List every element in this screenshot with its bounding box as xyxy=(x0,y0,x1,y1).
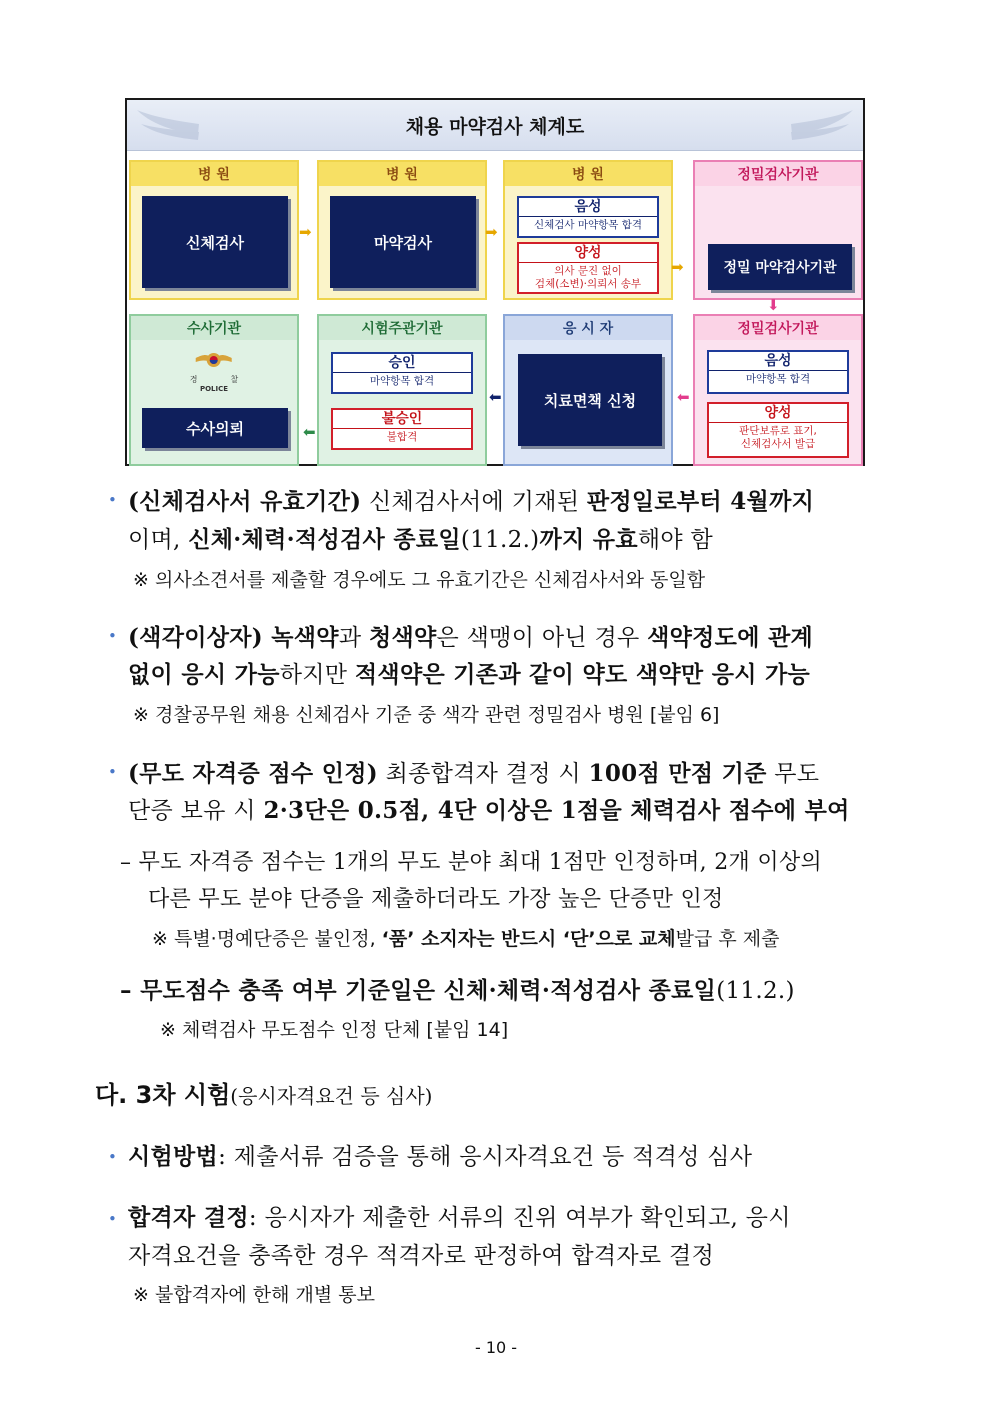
dash-item-line xyxy=(120,972,795,1005)
result-subtext: 신체검사 마약항목 합격 xyxy=(519,216,657,232)
column-header: 병 원 xyxy=(319,162,485,186)
negative-result-box xyxy=(517,196,659,238)
bullet-icon: • xyxy=(108,1148,118,1166)
bullet-icon: • xyxy=(108,763,118,781)
arrow-left-icon: ⬅ xyxy=(303,423,316,441)
bold-text: ‘품’ 소지자는 반드시 ‘단’으로 교체 xyxy=(381,928,676,950)
paragraph-line: 자격요건을 충족한 경우 적격자로 판정하여 합격자로 결정 xyxy=(128,1243,715,1269)
approval-box xyxy=(331,352,473,394)
note xyxy=(152,924,779,951)
text: ※ 특별·명예단증은 불인정, xyxy=(152,928,382,950)
result-title: 음성 xyxy=(574,199,602,215)
bold-text: 합격자 결정 xyxy=(128,1205,249,1231)
bold-text: 적색약은 기존과 같이 약도 색약만 응시 가능 xyxy=(354,661,811,688)
column-header: 정밀검사기관 xyxy=(695,316,861,340)
hospital-drug-test-column xyxy=(317,160,487,300)
disapproval-box xyxy=(331,408,473,450)
bold-text: (신체검사서 유효기간) xyxy=(128,488,362,515)
bold-text: 판정일로부터 4월까지 xyxy=(586,488,815,515)
text: 하지만 xyxy=(279,662,355,688)
bullet-icon: • xyxy=(108,627,118,645)
precision-lab-box: 정밀 마약검사기관 xyxy=(708,244,852,290)
result-title: 양성 xyxy=(764,405,792,421)
diagram-title: 채용 마약검사 체계도 xyxy=(127,100,863,151)
bold-text: 까지 유효 xyxy=(539,526,638,553)
page-number: - 10 - xyxy=(474,1338,518,1357)
arrow-down-icon: ⬇ xyxy=(767,296,780,314)
investigation-agency-column xyxy=(129,314,299,466)
negative-result-box xyxy=(707,350,849,394)
text: 과 xyxy=(338,625,369,651)
wing-emblem-left-icon xyxy=(133,104,203,144)
column-header: 수사기관 xyxy=(131,316,297,340)
note: ※ 의사소견서를 제출할 경우에도 그 유효기간은 신체검사서와 동일함 xyxy=(133,569,706,591)
dash-item-line: 다른 무도 분야 단증을 제출하더라도 가장 높은 단증만 인정 xyxy=(148,887,724,912)
physical-exam-box: 신체검사 xyxy=(142,196,288,288)
result-title: 승인 xyxy=(388,355,416,371)
paragraph-line xyxy=(128,1199,791,1232)
result-subtext: 마약항목 합격 xyxy=(333,372,471,388)
text: 해야 함 xyxy=(637,527,714,553)
text: (11.2.) xyxy=(460,527,540,553)
drug-test-box: 마약검사 xyxy=(330,196,476,288)
arrow-right-icon: ➡ xyxy=(671,258,684,276)
precision-lab-result-column xyxy=(693,314,863,466)
wing-emblem-right-icon xyxy=(787,104,857,144)
text: : 응시자가 제출한 서류의 진위 여부가 확인되고, 응시 xyxy=(248,1205,791,1231)
text: 단증 보유 시 xyxy=(128,798,264,824)
positive-result-box xyxy=(517,242,659,294)
emblem-char-right: 찰 xyxy=(230,375,239,384)
text: 무도 xyxy=(766,761,820,787)
police-badge-icon xyxy=(194,348,234,372)
result-subtext: 불합격 xyxy=(333,428,471,444)
text: 발급 후 제출 xyxy=(675,928,780,950)
column-header: 병 원 xyxy=(505,162,671,186)
column-header: 응 시 자 xyxy=(505,316,671,340)
result-subtext: 의사 문진 없이 xyxy=(519,262,657,278)
column-header: 정밀검사기관 xyxy=(695,162,861,186)
text: 이며, xyxy=(128,527,189,553)
exam-authority-column xyxy=(317,314,487,466)
bullet-icon: • xyxy=(108,1210,118,1228)
note: ※ 체력검사 무도점수 인정 단체 [붙임 14] xyxy=(160,1019,509,1041)
result-title: 양성 xyxy=(574,245,602,261)
paragraph-line xyxy=(128,755,819,788)
result-subtext: 신체검사서 발급 xyxy=(740,438,816,450)
text: 신체검사서에 기재된 xyxy=(361,489,587,515)
investigation-request-box: 수사의뢰 xyxy=(142,408,288,448)
bold-text: 시험방법 xyxy=(128,1144,219,1170)
note: ※ 경찰공무원 채용 신체검사 기준 중 색각 관련 정밀검사 병원 [붙임 6] xyxy=(133,704,720,726)
arrow-left-icon: ⬅ xyxy=(489,388,502,406)
result-subtext: 판단보류로 표기, xyxy=(709,422,847,438)
bold-text: 신체·체력·적성검사 종료일 xyxy=(188,526,461,553)
emblem-char-left: 경 xyxy=(189,375,198,384)
drug-test-flow-diagram xyxy=(125,98,865,466)
bullet-icon: • xyxy=(108,491,118,509)
text: (11.2.) xyxy=(716,978,795,1004)
section-subtitle: (응시자격요건 등 심사) xyxy=(230,1084,433,1108)
hospital-result-column xyxy=(503,160,673,300)
paragraph-line xyxy=(128,1138,752,1171)
bold-text: 색약정도에 관계 xyxy=(647,624,814,651)
arrow-right-icon: ➡ xyxy=(485,223,498,241)
bold-text: 100점 만점 기준 xyxy=(588,760,767,787)
text: : 제출서류 검증을 통해 응시자격요건 등 적격성 심사 xyxy=(218,1144,753,1170)
precision-lab-column xyxy=(693,160,863,300)
result-title: 음성 xyxy=(764,353,792,369)
result-subtext: 마약항목 합격 xyxy=(709,370,847,386)
police-emblem xyxy=(190,348,239,393)
text: 은 색맹이 아닌 경우 xyxy=(436,625,648,651)
positive-result-box xyxy=(707,402,849,458)
paragraph-line xyxy=(128,483,814,516)
dash-item-line: – 무도 자격증 점수는 1개의 무도 분야 최대 1점만 인정하며, 2개 이상의 xyxy=(120,850,823,875)
bold-text: (색각이상자) 녹색약 xyxy=(128,624,339,651)
text: 최종합격자 결정 시 xyxy=(377,761,589,787)
arrow-left-icon: ⬅ xyxy=(677,388,690,406)
arrow-right-icon: ➡ xyxy=(299,223,312,241)
note: ※ 불합격자에 한해 개별 통보 xyxy=(133,1284,375,1306)
paragraph-line xyxy=(128,792,850,825)
section-title: 다. 3차 시험 xyxy=(95,1081,231,1109)
emblem-text: POLICE xyxy=(199,385,229,393)
paragraph-line xyxy=(128,656,810,689)
bold-text: 2·3단은 0.5점, 4단 이상은 1점을 체력검사 점수에 부여 xyxy=(263,797,850,824)
bold-text: (무도 자격증 점수 인정) xyxy=(128,760,378,787)
applicant-column xyxy=(503,314,673,466)
result-subtext: 검체(소변)·의뢰서 송부 xyxy=(534,278,642,290)
bold-text: 청색약 xyxy=(368,624,437,651)
column-header: 시험주관기관 xyxy=(319,316,485,340)
bold-text: 없이 응시 가능 xyxy=(128,661,280,688)
column-header: 병 원 xyxy=(131,162,297,186)
paragraph-line xyxy=(128,521,713,554)
paragraph-line xyxy=(128,619,813,652)
result-title: 불승인 xyxy=(381,411,423,427)
section-heading xyxy=(95,1075,432,1110)
treatment-exemption-box: 치료면책 신청 xyxy=(518,354,662,446)
hospital-physical-exam-column xyxy=(129,160,299,300)
bold-text: – 무도점수 충족 여부 기준일은 신체·체력·적성검사 종료일 xyxy=(120,977,717,1004)
